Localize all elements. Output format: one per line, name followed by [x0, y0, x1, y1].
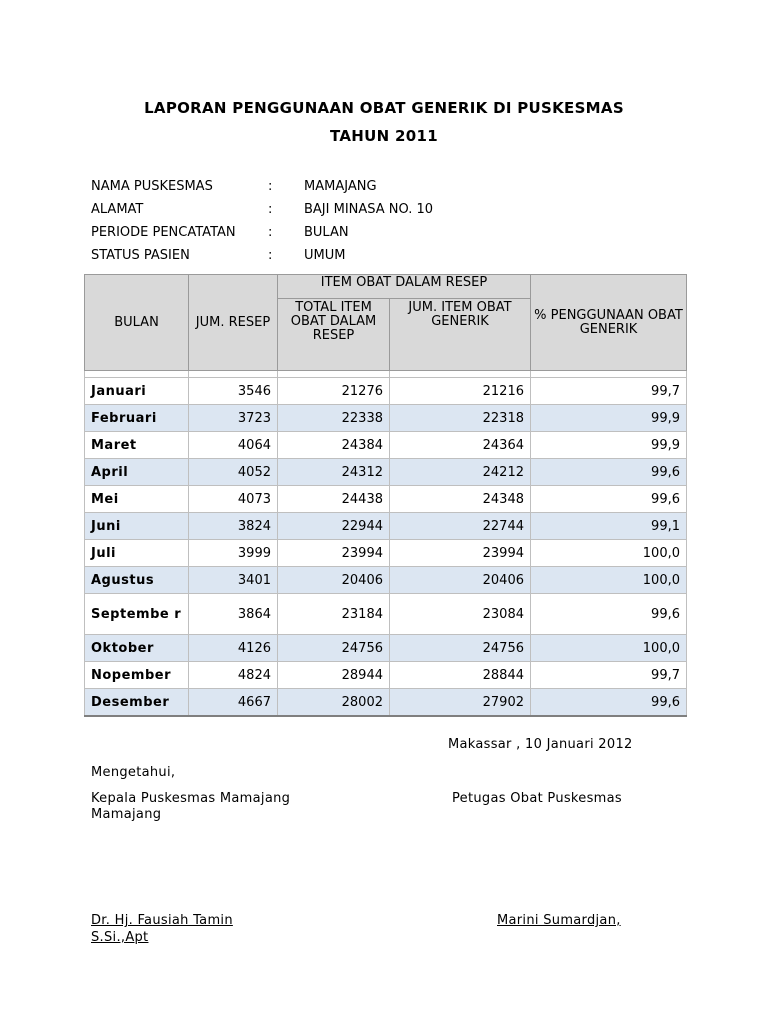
cell-persen: 99,6 — [531, 594, 687, 635]
cell-jum-generik: 24364 — [390, 432, 531, 459]
cell-jum-generik: 22744 — [390, 513, 531, 540]
table-row — [85, 540, 687, 567]
cell-total-item: 21276 — [278, 378, 390, 405]
cell-jum-generik: 24756 — [390, 635, 531, 662]
table-row — [85, 432, 687, 459]
header-total-item: TOTAL ITEM OBAT DALAM RESEP — [278, 299, 390, 371]
info-label: STATUS PASIEN — [91, 248, 190, 263]
cell-jum-generik: 24212 — [390, 459, 531, 486]
cell-bulan: April — [85, 459, 189, 486]
cell-jum-generik: 22318 — [390, 405, 531, 432]
table-row — [85, 486, 687, 513]
cell-total-item: 24756 — [278, 635, 390, 662]
left-signatory-name: Dr. Hj. Fausiah Tamin — [91, 913, 233, 928]
info-value: MAMAJANG — [304, 179, 377, 194]
info-value: BAJI MINASA NO. 10 — [304, 202, 434, 217]
header-jum-item-generik: JUM. ITEM OBAT GENERIK — [390, 299, 531, 371]
place-date: Makassar , 10 Januari 2012 — [448, 737, 633, 752]
cell-total-item: 20406 — [278, 567, 390, 594]
cell-persen: 99,7 — [531, 378, 687, 405]
report-year: TAHUN 2011 — [330, 127, 438, 145]
cell-jum-resep: 4667 — [189, 689, 278, 717]
header-item-group: ITEM OBAT DALAM RESEP — [278, 275, 531, 299]
cell-jum-resep: 3401 — [189, 567, 278, 594]
cell-jum-generik: 21216 — [390, 378, 531, 405]
info-label: PERIODE PENCATATAN — [91, 225, 236, 240]
right-signatory-name: Marini Sumardjan, — [497, 913, 621, 928]
cell-bulan: Desember — [85, 689, 189, 717]
cell-persen: 99,1 — [531, 513, 687, 540]
cell-total-item: 24384 — [278, 432, 390, 459]
cell-total-item: 22944 — [278, 513, 390, 540]
cell-total-item: 24312 — [278, 459, 390, 486]
cell-total-item: 22338 — [278, 405, 390, 432]
cell-bulan: Juli — [85, 540, 189, 567]
cell-bulan: Mei — [85, 486, 189, 513]
table-row — [85, 405, 687, 432]
cell-bulan: Februari — [85, 405, 189, 432]
cell-persen: 99,7 — [531, 662, 687, 689]
cell-jum-resep: 3546 — [189, 378, 278, 405]
cell-bulan: Septembe r — [85, 594, 189, 635]
info-value: UMUM — [304, 248, 346, 263]
info-colon: : — [268, 248, 273, 263]
cell-jum-resep: 4052 — [189, 459, 278, 486]
cell-bulan: Nopember — [85, 662, 189, 689]
header-persen: % PENGGUNAAN OBAT GENERIK — [531, 275, 687, 371]
cell-persen: 99,6 — [531, 486, 687, 513]
table-row — [85, 689, 687, 717]
cell-bulan: Oktober — [85, 635, 189, 662]
cell-persen: 100,0 — [531, 540, 687, 567]
cell-bulan: Januari — [85, 378, 189, 405]
table-row — [85, 662, 687, 689]
cell-jum-resep: 4073 — [189, 486, 278, 513]
info-label: NAMA PUSKESMAS — [91, 179, 213, 194]
cell-total-item: 28002 — [278, 689, 390, 717]
cell-total-item: 28944 — [278, 662, 390, 689]
left-role-cont: Mamajang — [91, 807, 162, 822]
cell-jum-resep: 4126 — [189, 635, 278, 662]
left-role: Kepala Puskesmas Mamajang — [91, 791, 291, 806]
cell-total-item: 23994 — [278, 540, 390, 567]
table-row — [85, 378, 687, 405]
cell-bulan: Agustus — [85, 567, 189, 594]
cell-jum-resep: 3864 — [189, 594, 278, 635]
cell-total-item: 24438 — [278, 486, 390, 513]
table-row — [85, 513, 687, 540]
report-title: LAPORAN PENGGUNAAN OBAT GENERIK DI PUSKESMAS — [144, 99, 624, 117]
cell-bulan: Juni — [85, 513, 189, 540]
generic-drug-table — [84, 274, 687, 717]
info-colon: : — [268, 179, 273, 194]
cell-jum-resep: 3999 — [189, 540, 278, 567]
cell-total-item: 23184 — [278, 594, 390, 635]
header-bulan: BULAN — [85, 275, 189, 371]
info-label: ALAMAT — [91, 202, 144, 217]
cell-bulan: Maret — [85, 432, 189, 459]
cell-jum-generik: 27902 — [390, 689, 531, 717]
table-row — [85, 594, 687, 635]
cell-jum-resep: 4064 — [189, 432, 278, 459]
cell-persen: 99,6 — [531, 689, 687, 717]
cell-persen: 99,9 — [531, 432, 687, 459]
table-row — [85, 635, 687, 662]
cell-jum-generik: 28844 — [390, 662, 531, 689]
cell-jum-generik: 20406 — [390, 567, 531, 594]
cell-persen: 100,0 — [531, 567, 687, 594]
info-colon: : — [268, 225, 273, 240]
header-jum-resep: JUM. RESEP — [189, 275, 278, 371]
table-row — [85, 459, 687, 486]
cell-jum-resep: 3824 — [189, 513, 278, 540]
cell-jum-resep: 3723 — [189, 405, 278, 432]
cell-jum-generik: 24348 — [390, 486, 531, 513]
info-colon: : — [268, 202, 273, 217]
spacer-row — [85, 371, 687, 378]
mengetahui-label: Mengetahui, — [91, 765, 176, 780]
cell-jum-resep: 4824 — [189, 662, 278, 689]
right-role: Petugas Obat Puskesmas — [452, 791, 622, 806]
cell-persen: 99,9 — [531, 405, 687, 432]
cell-jum-generik: 23084 — [390, 594, 531, 635]
info-value: BULAN — [304, 225, 349, 240]
table-row — [85, 567, 687, 594]
cell-persen: 100,0 — [531, 635, 687, 662]
cell-persen: 99,6 — [531, 459, 687, 486]
cell-jum-generik: 23994 — [390, 540, 531, 567]
left-signatory-title: S.Si.,Apt — [91, 930, 149, 945]
